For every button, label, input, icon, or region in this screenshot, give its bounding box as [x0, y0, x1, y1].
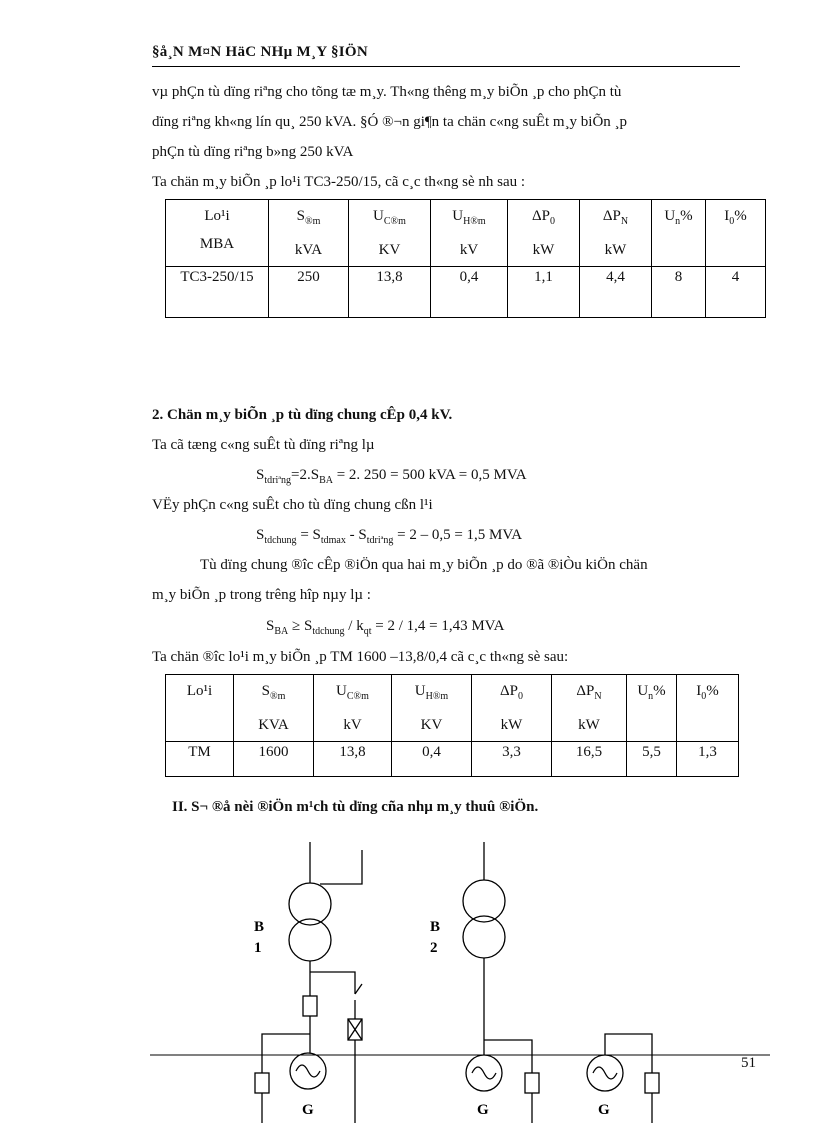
header-cell: $\Delta P_0$ kW: [472, 675, 552, 742]
sine-glyph: [472, 1067, 496, 1079]
header-cell: $I_0\%$: [706, 200, 766, 267]
equation-1: $S_{tdriªng}=2.S_{BA} = 2$. 250 = 500 kVA = 0,5 MVA: [256, 467, 527, 486]
table-cell: 1600: [234, 742, 314, 777]
paragraph-line: m¸y biÕn ¸p trong trêng hîp nµy lµ :: [152, 587, 371, 603]
sine-glyph: [296, 1065, 320, 1077]
table-cell: 8: [652, 267, 706, 318]
running-header: §å¸N M¤N HäC NHµ M¸Y §IÖN: [152, 44, 368, 60]
header-cell: $\Delta P_N$ kW: [552, 675, 627, 742]
paragraph-line: dïng riªng kh«ng lín qu¸ 250 kVA. §Ó ®¬n gi¶n ta chän c«ng suÊt m¸y biÕn ¸p: [152, 114, 628, 130]
header-cell: Lo¹i: [166, 675, 234, 742]
table-cell: TC3-250/15: [166, 267, 269, 318]
table-cell: 0,4: [392, 742, 472, 777]
b1-side-line: [320, 850, 362, 884]
table-row: [166, 267, 766, 318]
header-cell: $U_{C®m}$ KV: [349, 200, 431, 267]
table-header-row: [166, 200, 766, 267]
switch-blade: [355, 984, 362, 994]
sine-glyph: [593, 1067, 617, 1079]
equation-3: $S_{BA} \ge S_{tdchung} / k_{qt} = 2 / 1,4 = 1,43$ MVA: [266, 618, 505, 637]
paragraph-line: Ta chän m¸y biÕn ¸p lo¹i TC3-250/15, cã c¸c th«ng sè nh sau :: [152, 174, 526, 190]
section-heading: 2. Chän m¸y biÕn ¸p tù dïng chung cÊp 0,4 kV.: [152, 407, 453, 423]
g2-resistor: [525, 1073, 539, 1093]
paragraph-line: Ta cã tæng c«ng suÊt tù dïng riªng lµ: [152, 437, 375, 453]
g3-feed: [605, 1034, 652, 1073]
header-cell: $U_n\%$: [652, 200, 706, 267]
b1-fuse: [303, 996, 317, 1016]
table-header-row: [166, 675, 739, 742]
header-cell: $\Delta P_0$ kW: [508, 200, 580, 267]
table-cell: 1,1: [508, 267, 580, 318]
paragraph-line: Ta chän ®îc lo¹i m¸y biÕn ¸p TM 1600 –13,8/0,4 cã c¸c th«ng sè sau:: [152, 649, 569, 665]
paragraph-line: Tù dïng chung ®îc cÊp ®iÖn qua hai m¸y biÕn ¸p do ®ã ®iÒu kiÖn chän: [200, 557, 648, 573]
b1-label: 1: [254, 940, 262, 956]
b2-label: B: [430, 919, 441, 935]
header-cell: $U_{H®m}$ KV: [392, 675, 472, 742]
page-number: 51: [741, 1055, 756, 1071]
header-cell: $U_{C®m}$ kV: [314, 675, 392, 742]
table-cell: 250: [269, 267, 349, 318]
paragraph-line: phÇn tù dïng riªng b»ng 250 kVA: [152, 144, 354, 160]
section-heading: II. S¬ ®å nèi ®iÖn m¹ch tù dïng cña nhµ m¸y thuû ®iÖn.: [172, 799, 539, 815]
header-cell: Lo¹i MBA: [166, 200, 269, 267]
table-cell: 16,5: [552, 742, 627, 777]
header-cell: $\Delta P_N$ kW: [580, 200, 652, 267]
table-cell: 4,4: [580, 267, 652, 318]
table-cell: 0,4: [431, 267, 508, 318]
equation-2: $S_{tdchung} = S_{tdmax} - S_{tdriªng} = 2 - 0,5 = 1,5$ MVA: [256, 527, 523, 546]
transformer-table-1: [165, 199, 766, 318]
table-row: [166, 742, 739, 777]
b1-left-feed: [262, 1034, 310, 1055]
b1-branch-line: [310, 972, 355, 994]
header-rule: [152, 66, 740, 67]
header-cell: $U_{H®m}$ kV: [431, 200, 508, 267]
g3-resistor: [645, 1073, 659, 1093]
g2-label: G: [477, 1102, 489, 1118]
g1-label: G: [302, 1102, 314, 1118]
transformer-table-2: [165, 674, 739, 777]
table-cell: 13,8: [314, 742, 392, 777]
header-cell: $U_n\%$: [627, 675, 677, 742]
g3-label: G: [598, 1102, 610, 1118]
table-cell: 4: [706, 267, 766, 318]
wiring-diagram: [150, 838, 770, 1123]
b2-label: 2: [430, 940, 438, 956]
header-cell: $I_0\%$: [677, 675, 739, 742]
header-cell: $S_{®m}$ KVA: [234, 675, 314, 742]
table-cell: 3,3: [472, 742, 552, 777]
table-cell: 13,8: [349, 267, 431, 318]
table-cell: 1,3: [677, 742, 739, 777]
b1-label: B: [254, 919, 265, 935]
header-cell: $S_{®m}$ kVA: [269, 200, 349, 267]
table-cell: 5,5: [627, 742, 677, 777]
paragraph-line: vµ phÇn tù dïng riªng cho tõng tæ m¸y. Th«ng thêng m¸y biÕn ¸p cho phÇn tù: [152, 84, 622, 100]
paragraph-line: VËy phÇn c«ng suÊt cho tù dïng chung cßn l¹i: [152, 497, 433, 513]
g1-resistor: [255, 1073, 269, 1093]
table-cell: TM: [166, 742, 234, 777]
